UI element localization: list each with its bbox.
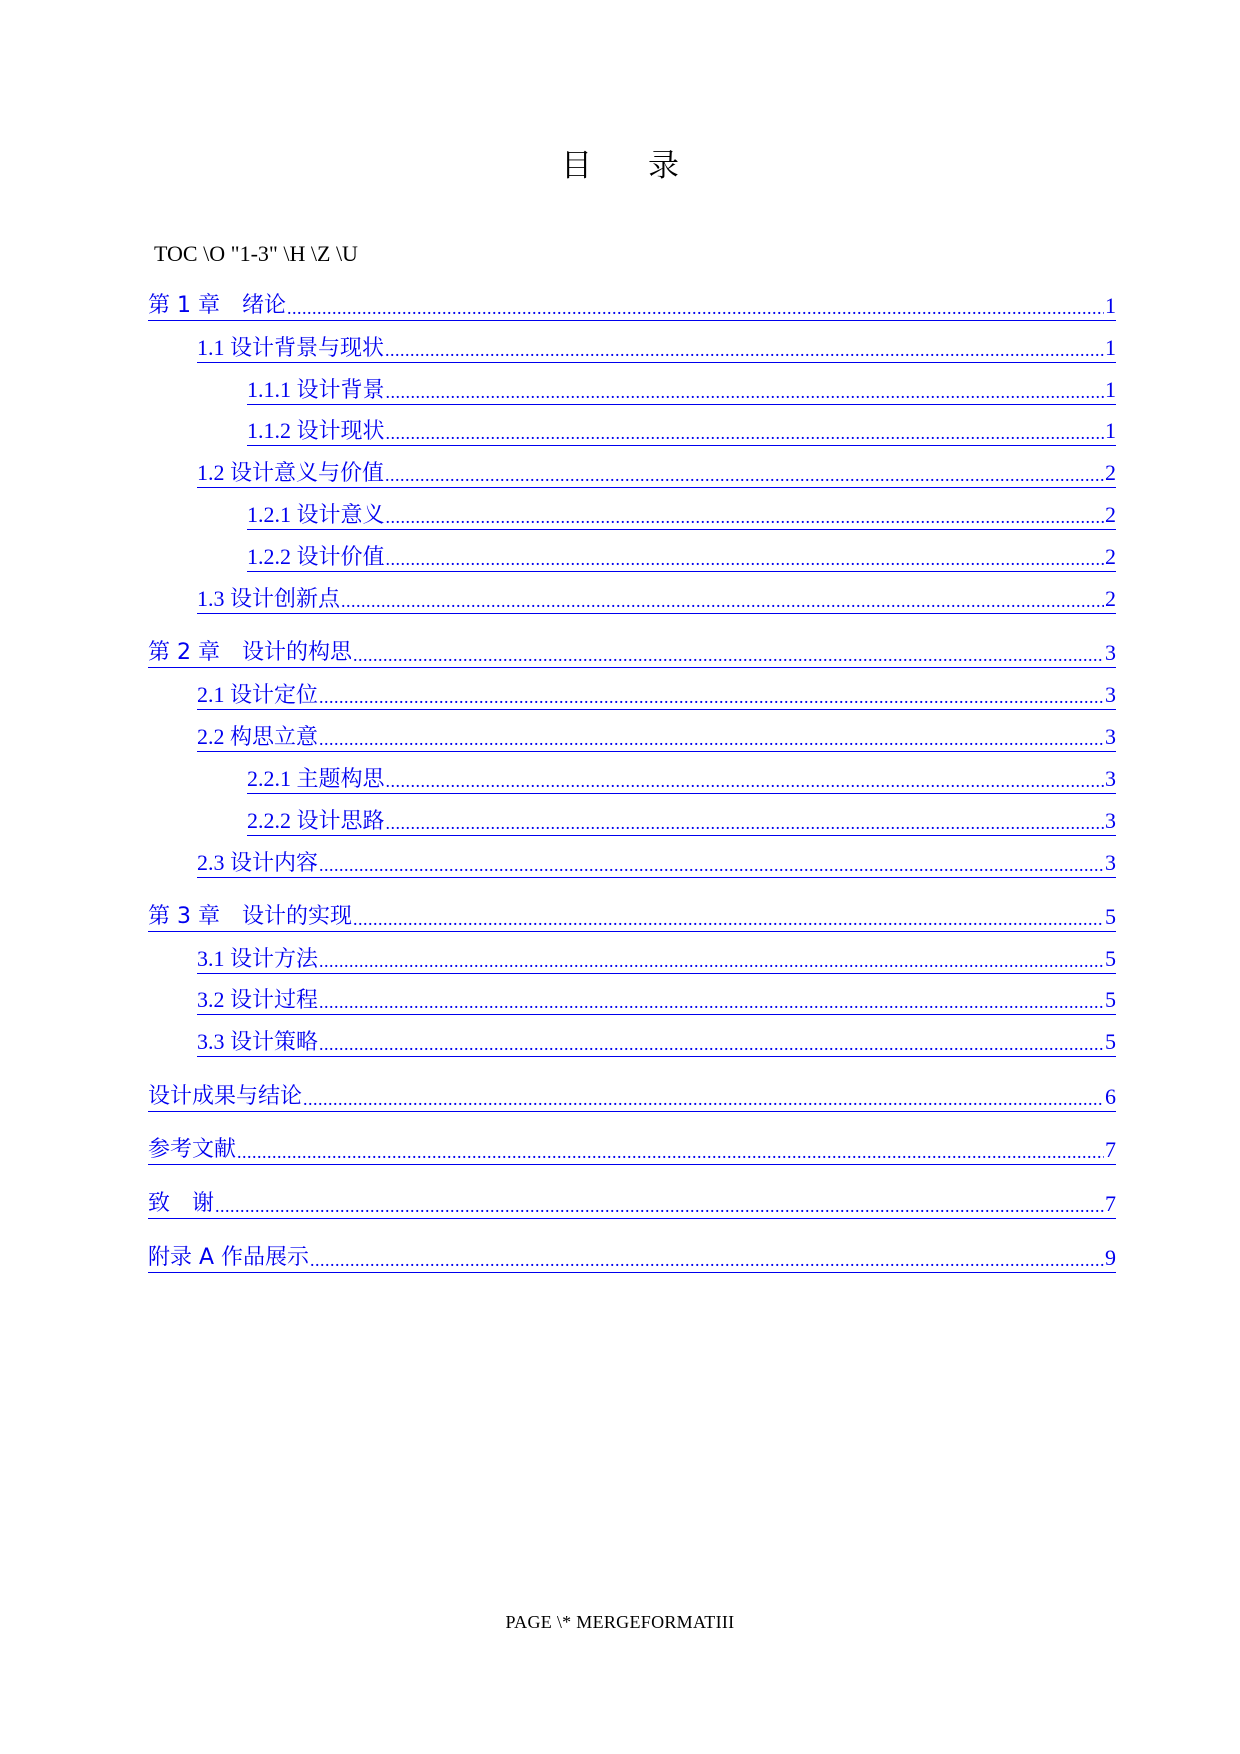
toc-entry-page: 9: [1105, 1245, 1116, 1270]
toc-dot-leader: [386, 421, 1104, 445]
toc-dot-leader: [319, 949, 1104, 973]
toc-entry[interactable]: [148, 288, 1116, 321]
toc-entry-label: 3.3 设计策略: [197, 1029, 319, 1054]
toc-entry-label: 1.1.1 设计背景: [247, 377, 385, 402]
toc-entry[interactable]: [197, 845, 1116, 878]
toc-dot-leader: [319, 990, 1104, 1014]
toc-entry-label: 1.2.1 设计意义: [247, 502, 385, 527]
toc-entry[interactable]: [148, 635, 1116, 668]
toc-entry[interactable]: [197, 455, 1116, 488]
toc-entry-page: 5: [1105, 987, 1116, 1012]
toc-entry-label: 设计成果与结论: [148, 1084, 303, 1109]
toc-dot-leader: [386, 380, 1104, 404]
toc-entry-label: 3.1 设计方法: [197, 946, 319, 971]
toc-entry[interactable]: [197, 982, 1116, 1015]
toc-entry-page: 5: [1105, 1029, 1116, 1054]
toc-entry-label: 第 3 章 设计的实现: [148, 904, 352, 929]
toc-entry-page: 7: [1105, 1191, 1116, 1216]
toc-entry[interactable]: [247, 372, 1116, 405]
toc-dot-leader: [310, 1248, 1104, 1272]
toc-dot-leader: [353, 643, 1104, 667]
toc-entry-page: 3: [1105, 808, 1116, 833]
toc-entry-label: 第 1 章 绪论: [148, 293, 286, 318]
toc-entry[interactable]: [148, 1240, 1116, 1273]
toc-entry[interactable]: [148, 899, 1116, 932]
toc-entry[interactable]: [247, 761, 1116, 794]
toc-dot-leader: [303, 1087, 1104, 1111]
toc-dot-leader: [319, 727, 1104, 751]
toc-dot-leader: [353, 907, 1104, 931]
toc-entry[interactable]: [197, 677, 1116, 710]
toc-entry-label: 1.3 设计创新点: [197, 586, 341, 611]
toc-entry-page: 3: [1105, 682, 1116, 707]
toc-entry[interactable]: [197, 581, 1116, 614]
toc-entry-label: 附录 A 作品展示: [148, 1245, 310, 1270]
toc-dot-leader: [386, 547, 1104, 571]
toc-entry-label: 2.3 设计内容: [197, 850, 319, 875]
toc-entry-label: 第 2 章 设计的构思: [148, 640, 352, 665]
toc-dot-leader: [386, 505, 1104, 529]
toc-entry[interactable]: [247, 803, 1116, 836]
toc-entry-label: 1.2.2 设计价值: [247, 544, 385, 569]
toc-entry[interactable]: [197, 1024, 1116, 1057]
toc-entry[interactable]: [197, 719, 1116, 752]
toc-entry-page: 1: [1105, 377, 1116, 402]
toc-entry-page: 3: [1105, 724, 1116, 749]
toc-field-code: TOC \O "1-3" \H \Z \U: [154, 241, 358, 266]
toc-entry-page: 1: [1105, 335, 1116, 360]
toc-entry-label: 1.2 设计意义与价值: [197, 460, 385, 485]
toc-entry[interactable]: [247, 497, 1116, 530]
toc-entry-label: 1.1 设计背景与现状: [197, 335, 385, 360]
toc-entry[interactable]: [247, 413, 1116, 446]
toc-entry-page: 3: [1105, 766, 1116, 791]
toc-dot-leader: [385, 463, 1104, 487]
toc-entry-page: 2: [1105, 586, 1116, 611]
toc-entry-page: 2: [1105, 544, 1116, 569]
toc-entry-page: 5: [1105, 904, 1116, 929]
page-footer: PAGE \* MERGEFORMATIII: [505, 1612, 735, 1632]
toc-dot-leader: [319, 1032, 1104, 1056]
page-title: 目录: [561, 148, 735, 184]
toc-entry[interactable]: [247, 539, 1116, 572]
toc-dot-leader: [319, 853, 1104, 877]
toc-entry-label: 2.2.1 主题构思: [247, 766, 385, 791]
toc-entry-page: 1: [1105, 418, 1116, 443]
toc-entry-page: 3: [1105, 850, 1116, 875]
toc-entry-page: 2: [1105, 502, 1116, 527]
toc-dot-leader: [385, 338, 1104, 362]
toc-entry-label: 致 谢: [148, 1191, 215, 1216]
toc-dot-leader: [386, 769, 1104, 793]
toc-dot-leader: [341, 589, 1104, 613]
toc-dot-leader: [287, 296, 1104, 320]
toc-entry-label: 2.2.2 设计思路: [247, 808, 385, 833]
toc-entry-page: 6: [1105, 1084, 1116, 1109]
toc-entry-page: 5: [1105, 946, 1116, 971]
toc-entry-label: 3.2 设计过程: [197, 987, 319, 1012]
toc-entry[interactable]: [148, 1186, 1116, 1219]
toc-entry-page: 7: [1105, 1137, 1116, 1162]
toc-dot-leader: [237, 1140, 1104, 1164]
toc-dot-leader: [215, 1194, 1104, 1218]
toc-entry-page: 2: [1105, 460, 1116, 485]
toc-entry-page: 1: [1105, 293, 1116, 318]
toc-entry[interactable]: [148, 1079, 1116, 1112]
toc-entry-label: 2.2 构思立意: [197, 724, 319, 749]
toc-dot-leader: [386, 811, 1104, 835]
toc-entry-label: 1.1.2 设计现状: [247, 418, 385, 443]
toc-entry-page: 3: [1105, 640, 1116, 665]
toc-entry[interactable]: [197, 941, 1116, 974]
toc-entry[interactable]: [197, 330, 1116, 363]
toc-entry-label: 参考文献: [148, 1137, 237, 1162]
toc-entry-label: 2.1 设计定位: [197, 682, 319, 707]
toc-dot-leader: [319, 685, 1104, 709]
toc-entry[interactable]: [148, 1132, 1116, 1165]
